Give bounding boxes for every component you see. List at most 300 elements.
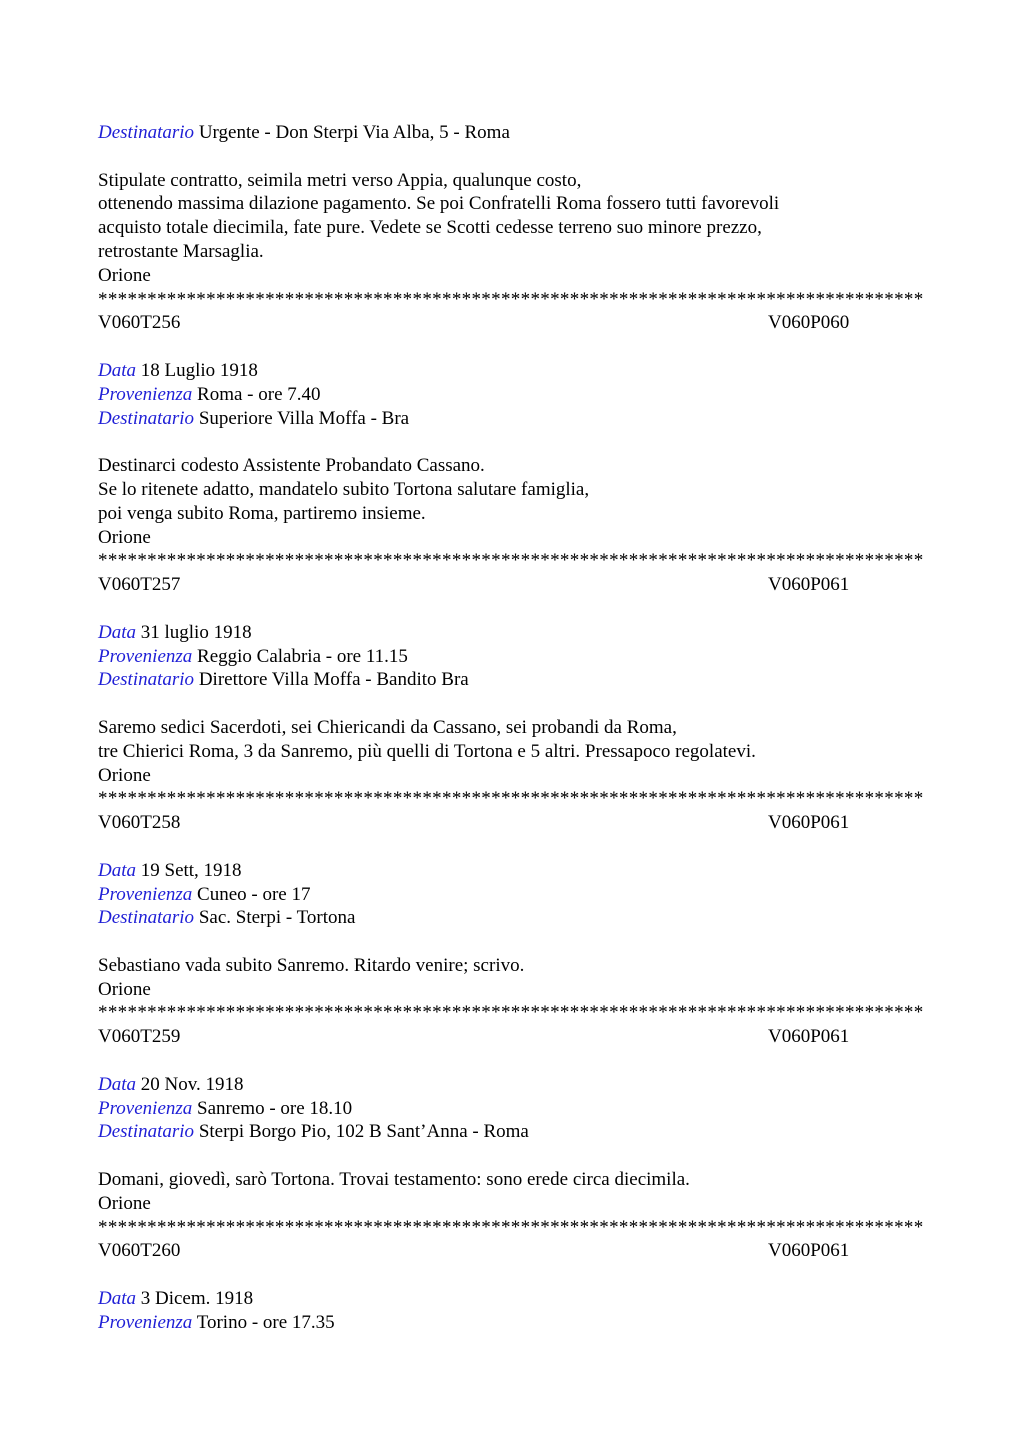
separator-star: * [107, 288, 118, 310]
separator-star: * [225, 788, 236, 810]
separator-star: * [265, 288, 275, 310]
separator-star: * [884, 1216, 894, 1238]
separator-star: * [815, 288, 825, 310]
separator-star: * [844, 1002, 855, 1024]
separator-star: * [147, 288, 157, 310]
separator-star: * [894, 550, 904, 572]
entry-id: V060T257 [98, 574, 181, 596]
separator-star: * [343, 550, 354, 572]
destinatario-label: Destinatario [98, 907, 195, 929]
separator-star: * [98, 788, 108, 810]
separator-star: * [913, 788, 924, 810]
separator-star: * [825, 550, 835, 572]
separator-star: * [274, 788, 285, 810]
separator-star: * [186, 1216, 196, 1238]
body-line: Destinarci codesto Assistente Probandato Cassano. [98, 455, 485, 477]
separator-star: * [186, 788, 196, 810]
separator-star: * [284, 1216, 295, 1238]
separator-star: * [451, 288, 462, 310]
separator-star: * [274, 550, 285, 572]
separator-star: * [402, 550, 413, 572]
separator-star: * [766, 1216, 776, 1238]
separator-star: * [225, 550, 236, 572]
separator-star: * [127, 1216, 137, 1238]
separator-star: * [785, 788, 796, 810]
separator-star: * [903, 1216, 914, 1238]
separator-star: * [412, 550, 422, 572]
separator-star: * [736, 788, 747, 810]
separator-star: * [147, 1002, 157, 1024]
provenienza-line [98, 1311, 928, 1335]
separator-star: * [255, 1216, 265, 1238]
separator-star: * [245, 288, 255, 310]
separator-star: * [903, 788, 914, 810]
separator-star: * [913, 288, 924, 310]
separator-star: * [98, 550, 108, 572]
separator-star: * [324, 1002, 334, 1024]
separator-star: * [589, 550, 599, 572]
data-line [98, 1287, 928, 1311]
provenienza-line [98, 383, 928, 407]
separator-star: * [284, 288, 295, 310]
separator-star: * [815, 1216, 825, 1238]
body-line: Se lo ritenete adatto, mandatelo subito Tortona salutare famiglia, [98, 478, 590, 500]
provenienza-value: Sanremo - ore 18.10 [197, 1097, 353, 1119]
separator-star: * [333, 1216, 344, 1238]
separator-star: * [835, 1002, 845, 1024]
separator-star: * [353, 1002, 364, 1024]
separator-star: * [884, 1002, 894, 1024]
separator-star: * [225, 1002, 236, 1024]
separator-star: * [215, 288, 226, 310]
separator-star: * [196, 1216, 206, 1238]
separator-star: * [864, 288, 875, 310]
separator-star: * [206, 550, 216, 572]
separator-star: * [707, 1216, 717, 1238]
separator-star: * [166, 288, 177, 310]
separator-star: * [756, 550, 766, 572]
separator-star: * [746, 288, 757, 310]
separator-star: * [579, 1216, 590, 1238]
separator-star: * [805, 550, 816, 572]
separator-star: * [609, 788, 619, 810]
separator-star: * [727, 1216, 737, 1238]
separator-star: * [255, 1002, 265, 1024]
separator-star: * [510, 288, 521, 310]
separator-star: * [392, 550, 403, 572]
separator-star: * [441, 788, 452, 810]
separator-star: * [697, 550, 708, 572]
separator-star: * [481, 550, 491, 572]
separator-star: * [333, 550, 344, 572]
entry-id: V060T260 [98, 1240, 181, 1262]
separator-star: * [668, 1002, 678, 1024]
separator-star: * [441, 1002, 452, 1024]
entry-id: V060T258 [98, 812, 181, 834]
separator-star: * [736, 1002, 747, 1024]
separator-star: * [776, 550, 786, 572]
separator-star: * [147, 788, 157, 810]
separator-star: * [481, 1216, 491, 1238]
separator-star: * [559, 1216, 570, 1238]
separator-star: * [559, 288, 570, 310]
signature: Orione [98, 978, 151, 1000]
separator-star: * [658, 288, 668, 310]
separator-star: * [913, 550, 924, 572]
separator-star: * [156, 1216, 167, 1238]
separator-star: * [648, 1002, 658, 1024]
separator-star: * [422, 1216, 432, 1238]
separator-star: * [491, 550, 501, 572]
separator-star: * [137, 1002, 147, 1024]
separator-star: * [471, 1216, 481, 1238]
destinatario-line [98, 407, 928, 431]
separator-star: * [127, 550, 137, 572]
separator-star: * [727, 1002, 737, 1024]
separator-star: * [127, 288, 137, 310]
separator-star: * [874, 288, 884, 310]
separator-star: * [324, 1216, 334, 1238]
separator-star: * [835, 550, 845, 572]
body-line: Domani, giovedì, sarò Tortona. Trovai testamento: sono erede circa diecimila. [98, 1169, 690, 1191]
separator-star: * [422, 788, 432, 810]
separator-star: * [579, 788, 590, 810]
separator-star: * [717, 788, 727, 810]
separator-star: * [471, 788, 481, 810]
separator-star: * [550, 1216, 560, 1238]
separator-star: * [746, 1002, 757, 1024]
separator-star: * [432, 1002, 442, 1024]
separator-star: * [265, 550, 275, 572]
separator-star: * [353, 550, 364, 572]
separator-star: * [579, 288, 590, 310]
data-label: Data [98, 621, 136, 643]
separator-star: * [864, 788, 875, 810]
separator-star: * [373, 788, 383, 810]
separator-star: * [854, 788, 865, 810]
separator-star: * [668, 550, 678, 572]
entry-id-row [98, 1025, 928, 1049]
separator-star: * [540, 788, 550, 810]
separator-star: * [402, 1216, 413, 1238]
separator-star: * [746, 788, 757, 810]
separator-star: * [294, 288, 305, 310]
separator-star: * [884, 788, 894, 810]
separator-star: * [215, 550, 226, 572]
separator-star: * [687, 550, 698, 572]
separator-star: * [530, 550, 540, 572]
separator-star: * [186, 550, 196, 572]
separator-star: * [363, 550, 373, 572]
separator-star: * [530, 788, 540, 810]
separator-star: * [609, 288, 619, 310]
separator-star: * [717, 288, 727, 310]
separator-star: * [107, 1002, 118, 1024]
separator-star: * [609, 1216, 619, 1238]
separator-star: * [825, 1216, 835, 1238]
separator-star: * [196, 1002, 206, 1024]
destinatario-label: Destinatario [98, 407, 195, 429]
separator-star: * [658, 1216, 668, 1238]
data-label: Data [98, 859, 136, 881]
separator-star: * [815, 550, 825, 572]
separator-star: * [510, 1002, 521, 1024]
separator-star: * [727, 550, 737, 572]
separator-star: * [805, 288, 816, 310]
separator-star: * [874, 1002, 884, 1024]
separator-star: * [589, 1002, 599, 1024]
separator-star: * [854, 1002, 865, 1024]
separator-star: * [225, 1216, 236, 1238]
separator-stars [98, 549, 924, 573]
separator-star: * [756, 788, 766, 810]
data-value: 31 luglio 1918 [140, 621, 252, 643]
entry-page-ref: V060P061 [768, 574, 850, 596]
provenienza-label: Provenienza [98, 383, 193, 405]
destinatario-line [98, 668, 928, 692]
separator-star: * [618, 288, 629, 310]
separator-star: * [156, 288, 167, 310]
separator-star: * [461, 288, 472, 310]
separator-star: * [333, 288, 344, 310]
separator-star: * [550, 788, 560, 810]
separator-star: * [461, 1216, 472, 1238]
separator-star: * [274, 288, 285, 310]
separator-star: * [491, 1216, 501, 1238]
separator-star: * [422, 288, 432, 310]
separator-star: * [766, 288, 776, 310]
separator-star: * [599, 788, 609, 810]
separator-star: * [245, 1216, 255, 1238]
separator-star: * [500, 550, 511, 572]
data-label: Data [98, 1073, 136, 1095]
separator-star: * [491, 288, 501, 310]
separator-star: * [687, 1216, 698, 1238]
separator-star: * [756, 1216, 766, 1238]
signature: Orione [98, 1192, 151, 1214]
separator-star: * [717, 1216, 727, 1238]
data-label: Data [98, 359, 136, 381]
separator-star: * [540, 1216, 550, 1238]
separator-star: * [343, 1216, 354, 1238]
separator-star: * [569, 550, 580, 572]
separator-star: * [432, 288, 442, 310]
separator-star: * [422, 1002, 432, 1024]
separator-star: * [363, 788, 373, 810]
separator-star: * [353, 288, 364, 310]
data-label: Data [98, 1288, 136, 1310]
separator-star: * [206, 1002, 216, 1024]
destinatario-label: Destinatario [98, 122, 195, 143]
separator-star: * [215, 788, 226, 810]
separator-star: * [471, 1002, 481, 1024]
separator-star: * [864, 1216, 875, 1238]
separator-star: * [520, 1216, 531, 1238]
separator-star: * [815, 788, 825, 810]
separator-star: * [510, 550, 521, 572]
data-line [98, 359, 928, 383]
separator-star: * [176, 1002, 187, 1024]
provenienza-value: Reggio Calabria - ore 11.15 [197, 645, 408, 667]
separator-star: * [668, 288, 678, 310]
separator-star: * [559, 550, 570, 572]
separator-star: * [559, 1002, 570, 1024]
separator-star: * [825, 288, 835, 310]
separator-star: * [294, 550, 305, 572]
separator-star: * [903, 550, 914, 572]
separator-star: * [913, 1002, 924, 1024]
separator-star: * [156, 550, 167, 572]
separator-star: * [412, 1002, 422, 1024]
separator-star: * [284, 1002, 295, 1024]
body-line: poi venga subito Roma, partiremo insieme. [98, 502, 426, 524]
separator-star: * [766, 550, 776, 572]
separator-star: * [491, 788, 501, 810]
destinatario-label: Destinatario [98, 669, 195, 691]
provenienza-line [98, 883, 928, 907]
separator-star: * [392, 288, 403, 310]
separator-star: * [618, 550, 629, 572]
separator-star: * [255, 788, 265, 810]
separator-star: * [245, 788, 255, 810]
separator-star: * [373, 288, 383, 310]
separator-star: * [343, 1002, 354, 1024]
separator-star: * [609, 550, 619, 572]
separator-star: * [117, 288, 128, 310]
separator-star: * [432, 550, 442, 572]
separator-star: * [461, 788, 472, 810]
data-line [98, 621, 928, 645]
separator-star: * [648, 550, 658, 572]
separator-star: * [569, 288, 580, 310]
separator-star: * [324, 550, 334, 572]
separator-star: * [461, 550, 472, 572]
separator-star: * [314, 288, 324, 310]
separator-star: * [844, 550, 855, 572]
separator-star: * [510, 1216, 521, 1238]
separator-star: * [884, 288, 894, 310]
separator-star: * [451, 1002, 462, 1024]
separator-star: * [815, 1002, 825, 1024]
separator-star: * [206, 1216, 216, 1238]
separator-star: * [481, 1002, 491, 1024]
separator-star: * [304, 1002, 314, 1024]
body-line: Stipulate contratto, seimila metri verso Appia, qualunque costo, [98, 169, 582, 191]
separator-star: * [294, 1002, 305, 1024]
separator-star: * [98, 1002, 108, 1024]
separator-star: * [186, 1002, 196, 1024]
separator-star: * [245, 1002, 255, 1024]
separator-star: * [687, 788, 698, 810]
separator-star: * [795, 788, 806, 810]
destinatario-value: Sterpi Borgo Pio, 102 B Sant’Anna - Roma [198, 1121, 529, 1143]
separator-star: * [471, 550, 481, 572]
separator-star: * [825, 1002, 835, 1024]
separator-star: * [589, 288, 599, 310]
separator-stars [98, 288, 924, 312]
separator-star: * [383, 550, 393, 572]
separator-star: * [422, 550, 432, 572]
separator-star: * [707, 1002, 717, 1024]
separator-star: * [383, 288, 393, 310]
destinatario-value: Superiore Villa Moffa - Bra [198, 407, 410, 429]
provenienza-label: Provenienza [98, 1311, 193, 1333]
separator-star: * [206, 788, 216, 810]
provenienza-label: Provenienza [98, 883, 193, 905]
separator-star: * [638, 550, 649, 572]
separator-star: * [324, 288, 334, 310]
separator-star: * [274, 1216, 285, 1238]
separator-star: * [776, 788, 786, 810]
separator-star: * [186, 288, 196, 310]
separator-star: * [107, 788, 118, 810]
separator-star: * [166, 1216, 177, 1238]
separator-star: * [795, 1002, 806, 1024]
document-page [98, 121, 928, 1335]
separator-star: * [373, 1002, 383, 1024]
signature: Orione [98, 264, 151, 286]
separator-star: * [795, 1216, 806, 1238]
separator-star: * [451, 550, 462, 572]
body-line: acquisto totale diecimila, fate pure. Vedete se Scotti cedesse terreno suo minore prezzo, [98, 217, 762, 239]
separator-star: * [894, 788, 904, 810]
signature: Orione [98, 526, 151, 548]
separator-star: * [766, 788, 776, 810]
data-line [98, 1073, 928, 1097]
separator-star: * [304, 788, 314, 810]
separator-star: * [707, 550, 717, 572]
entry-id: V060T256 [98, 312, 181, 334]
separator-star: * [687, 288, 698, 310]
entry-id: V060T259 [98, 1026, 181, 1048]
separator-star: * [373, 550, 383, 572]
provenienza-value: Cuneo - ore 17 [197, 883, 311, 905]
separator-star: * [776, 1216, 786, 1238]
separator-star: * [776, 288, 786, 310]
separator-star: * [500, 1216, 511, 1238]
separator-star: * [265, 1216, 275, 1238]
separator-star: * [854, 1216, 865, 1238]
separator-star: * [432, 1216, 442, 1238]
separator-star: * [235, 1002, 246, 1024]
separator-star: * [274, 1002, 285, 1024]
separator-star: * [137, 288, 147, 310]
separator-star: * [363, 288, 373, 310]
data-line [98, 859, 928, 883]
separator-star: * [874, 1216, 884, 1238]
separator-star: * [491, 1002, 501, 1024]
separator-star: * [825, 788, 835, 810]
separator-star: * [392, 788, 403, 810]
separator-star: * [579, 550, 590, 572]
separator-star: * [844, 288, 855, 310]
separator-star: * [117, 1002, 128, 1024]
separator-star: * [402, 288, 413, 310]
separator-star: * [844, 1216, 855, 1238]
separator-star: * [530, 1002, 540, 1024]
separator-star: * [156, 1002, 167, 1024]
top-destinatario-line [98, 121, 928, 145]
separator-star: * [756, 288, 766, 310]
separator-star: * [520, 288, 531, 310]
separator-star: * [835, 288, 845, 310]
separator-star: * [756, 1002, 766, 1024]
separator-star: * [441, 288, 452, 310]
separator-star: * [235, 788, 246, 810]
separator-star: * [196, 788, 206, 810]
separator-star: * [314, 1002, 324, 1024]
separator-star: * [383, 1002, 393, 1024]
